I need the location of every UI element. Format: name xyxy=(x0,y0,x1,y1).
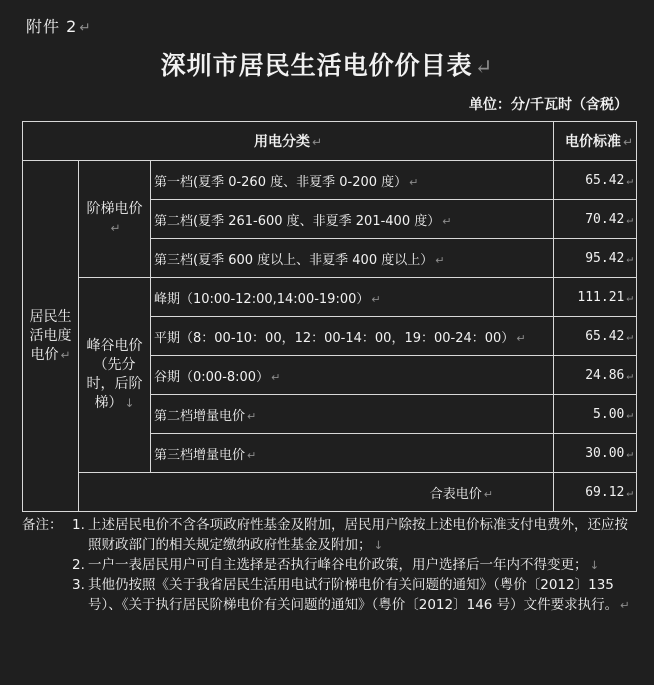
paragraph-mark: ↵ xyxy=(626,329,634,343)
paragraph-mark: ↵ xyxy=(409,175,419,189)
note-item xyxy=(72,575,636,615)
tier-price-text: 70.42 xyxy=(585,211,625,227)
paragraph-mark: ↵ xyxy=(442,214,452,228)
header-category-text: 用电分类 xyxy=(254,134,311,150)
note-text xyxy=(88,515,636,555)
combined-label-cell xyxy=(79,473,554,512)
note-text xyxy=(88,555,636,575)
tier-name-text: 第一档(夏季 0-260 度、非夏季 0-200 度） xyxy=(154,174,408,190)
group-label-cell xyxy=(23,161,79,512)
note-text-content: 其他仍按照《关于我省居民生活用电试行阶梯电价有关问题的通知》（粤价〔2012〕135 号）、《关于执行居民阶梯电价有关问题的通知》（粤价〔2012〕146 号）文件要求执行。 xyxy=(88,577,619,613)
tou-name-cell xyxy=(151,434,554,473)
table-header-row xyxy=(23,122,637,161)
tier-price-cell xyxy=(554,161,637,200)
combined-price-cell xyxy=(554,473,637,512)
tou-name-cell xyxy=(151,317,554,356)
paragraph-mark: ↵ xyxy=(626,173,634,187)
tou-name-cell xyxy=(151,395,554,434)
tou-name-cell xyxy=(151,278,554,317)
tou-name-text: 平期（8：00-10：00，12：00-14：00，19：00-24：00） xyxy=(154,330,515,346)
paragraph-mark: ↵ xyxy=(626,251,634,265)
paragraph-mark: ↵ xyxy=(312,135,322,149)
notes-label: 备注： xyxy=(22,517,63,533)
title-text: 深圳市居民生活电价价目表 xyxy=(160,51,473,80)
document-title xyxy=(0,46,654,82)
paragraph-mark: ↵ xyxy=(371,292,381,306)
combined-label-text: 合表电价 xyxy=(429,486,482,502)
paragraph-mark: ↵ xyxy=(483,487,494,501)
paragraph-mark: ↵ xyxy=(247,409,257,423)
tier-price-text: 65.42 xyxy=(585,172,625,188)
paragraph-mark: ↵ xyxy=(626,290,634,304)
tiered-label-text: 阶梯电价 xyxy=(86,201,143,217)
notes-section xyxy=(22,515,636,615)
tou-price-cell xyxy=(554,278,637,317)
line-break-mark: ↓ xyxy=(124,396,135,410)
note-number: 3. xyxy=(72,577,85,593)
unit-label: 单位：分/千瓦时（含税） xyxy=(468,97,628,113)
tou-name-cell xyxy=(151,356,554,395)
tier-name-cell xyxy=(151,161,554,200)
tou-price-cell xyxy=(554,395,637,434)
paragraph-mark: ↵ xyxy=(60,347,71,362)
table-row xyxy=(23,473,637,512)
tiered-label-cell xyxy=(79,161,151,278)
tier-price-text: 95.42 xyxy=(585,250,625,266)
tier-name-text: 第三档(夏季 600 度以上、非夏季 400 度以上） xyxy=(154,252,434,268)
tier-name-cell xyxy=(151,200,554,239)
tier-name-text: 第二档(夏季 261-600 度、非夏季 201-400 度） xyxy=(154,213,441,229)
tou-price-cell xyxy=(554,356,637,395)
paragraph-mark: ↵ xyxy=(79,20,92,36)
header-category xyxy=(23,122,554,161)
tou-label-cell xyxy=(79,278,151,473)
tier-price-cell xyxy=(554,239,637,278)
note-number: 2. xyxy=(72,557,85,573)
tou-name-text: 第二档增量电价 xyxy=(154,408,246,424)
line-break-mark: ↓ xyxy=(589,558,600,572)
note-text xyxy=(88,575,636,615)
note-item xyxy=(22,515,636,555)
paragraph-mark: ↵ xyxy=(626,407,634,421)
paragraph-mark: ↵ xyxy=(110,221,121,235)
paragraph-mark: ↵ xyxy=(516,331,526,345)
paragraph-mark: ↵ xyxy=(626,212,634,226)
tier-name-cell xyxy=(151,239,554,278)
group-label-text: 居民生活电度电价 xyxy=(29,308,72,363)
paragraph-mark: ↵ xyxy=(623,135,634,149)
combined-price-text: 69.12 xyxy=(585,484,625,500)
tou-price-text: 65.42 xyxy=(585,328,625,344)
line-break-mark: ↓ xyxy=(373,538,384,552)
paragraph-mark: ↵ xyxy=(626,485,634,499)
tou-price-text: 111.21 xyxy=(577,289,625,305)
tier-price-cell xyxy=(554,200,637,239)
paragraph-mark: ↵ xyxy=(435,253,445,267)
header-price xyxy=(554,122,637,161)
paragraph-mark: ↵ xyxy=(271,370,281,384)
header-price-text: 电价标准 xyxy=(565,134,622,150)
attachment-label xyxy=(26,14,92,37)
price-table xyxy=(22,121,637,512)
note-number: 1. xyxy=(72,517,85,533)
tou-price-text: 24.86 xyxy=(585,367,625,383)
tou-price-text: 30.00 xyxy=(585,445,625,461)
paragraph-mark: ↵ xyxy=(620,598,630,612)
paragraph-mark: ↵ xyxy=(474,55,494,80)
note-item xyxy=(72,555,636,575)
table-row xyxy=(23,278,637,317)
tou-name-text: 谷期（0:00-8:00） xyxy=(154,369,270,385)
paragraph-mark: ↵ xyxy=(626,368,634,382)
tou-label-text: 峰谷电价（先分时，后阶梯） xyxy=(86,338,143,411)
table-row xyxy=(23,161,637,200)
paragraph-mark: ↵ xyxy=(626,446,634,460)
paragraph-mark: ↵ xyxy=(247,448,257,462)
attachment-text: 附件 2 xyxy=(26,17,78,36)
note-text-content: 上述居民电价不含各项政府性基金及附加，居民用户除按上述电价标准支付电费外，还应按照财政部门的相关规定缴纳政府性基金及附加； xyxy=(88,517,628,553)
tou-price-cell xyxy=(554,317,637,356)
tou-price-cell xyxy=(554,434,637,473)
tou-price-text: 5.00 xyxy=(593,406,625,422)
tou-name-text: 峰期（10:00-12:00,14:00-19:00） xyxy=(154,291,370,307)
note-text-content: 一户一表居民用户可自主选择是否执行峰谷电价政策，用户选择后一年内不得变更； xyxy=(88,557,588,573)
tou-name-text: 第三档增量电价 xyxy=(154,447,246,463)
